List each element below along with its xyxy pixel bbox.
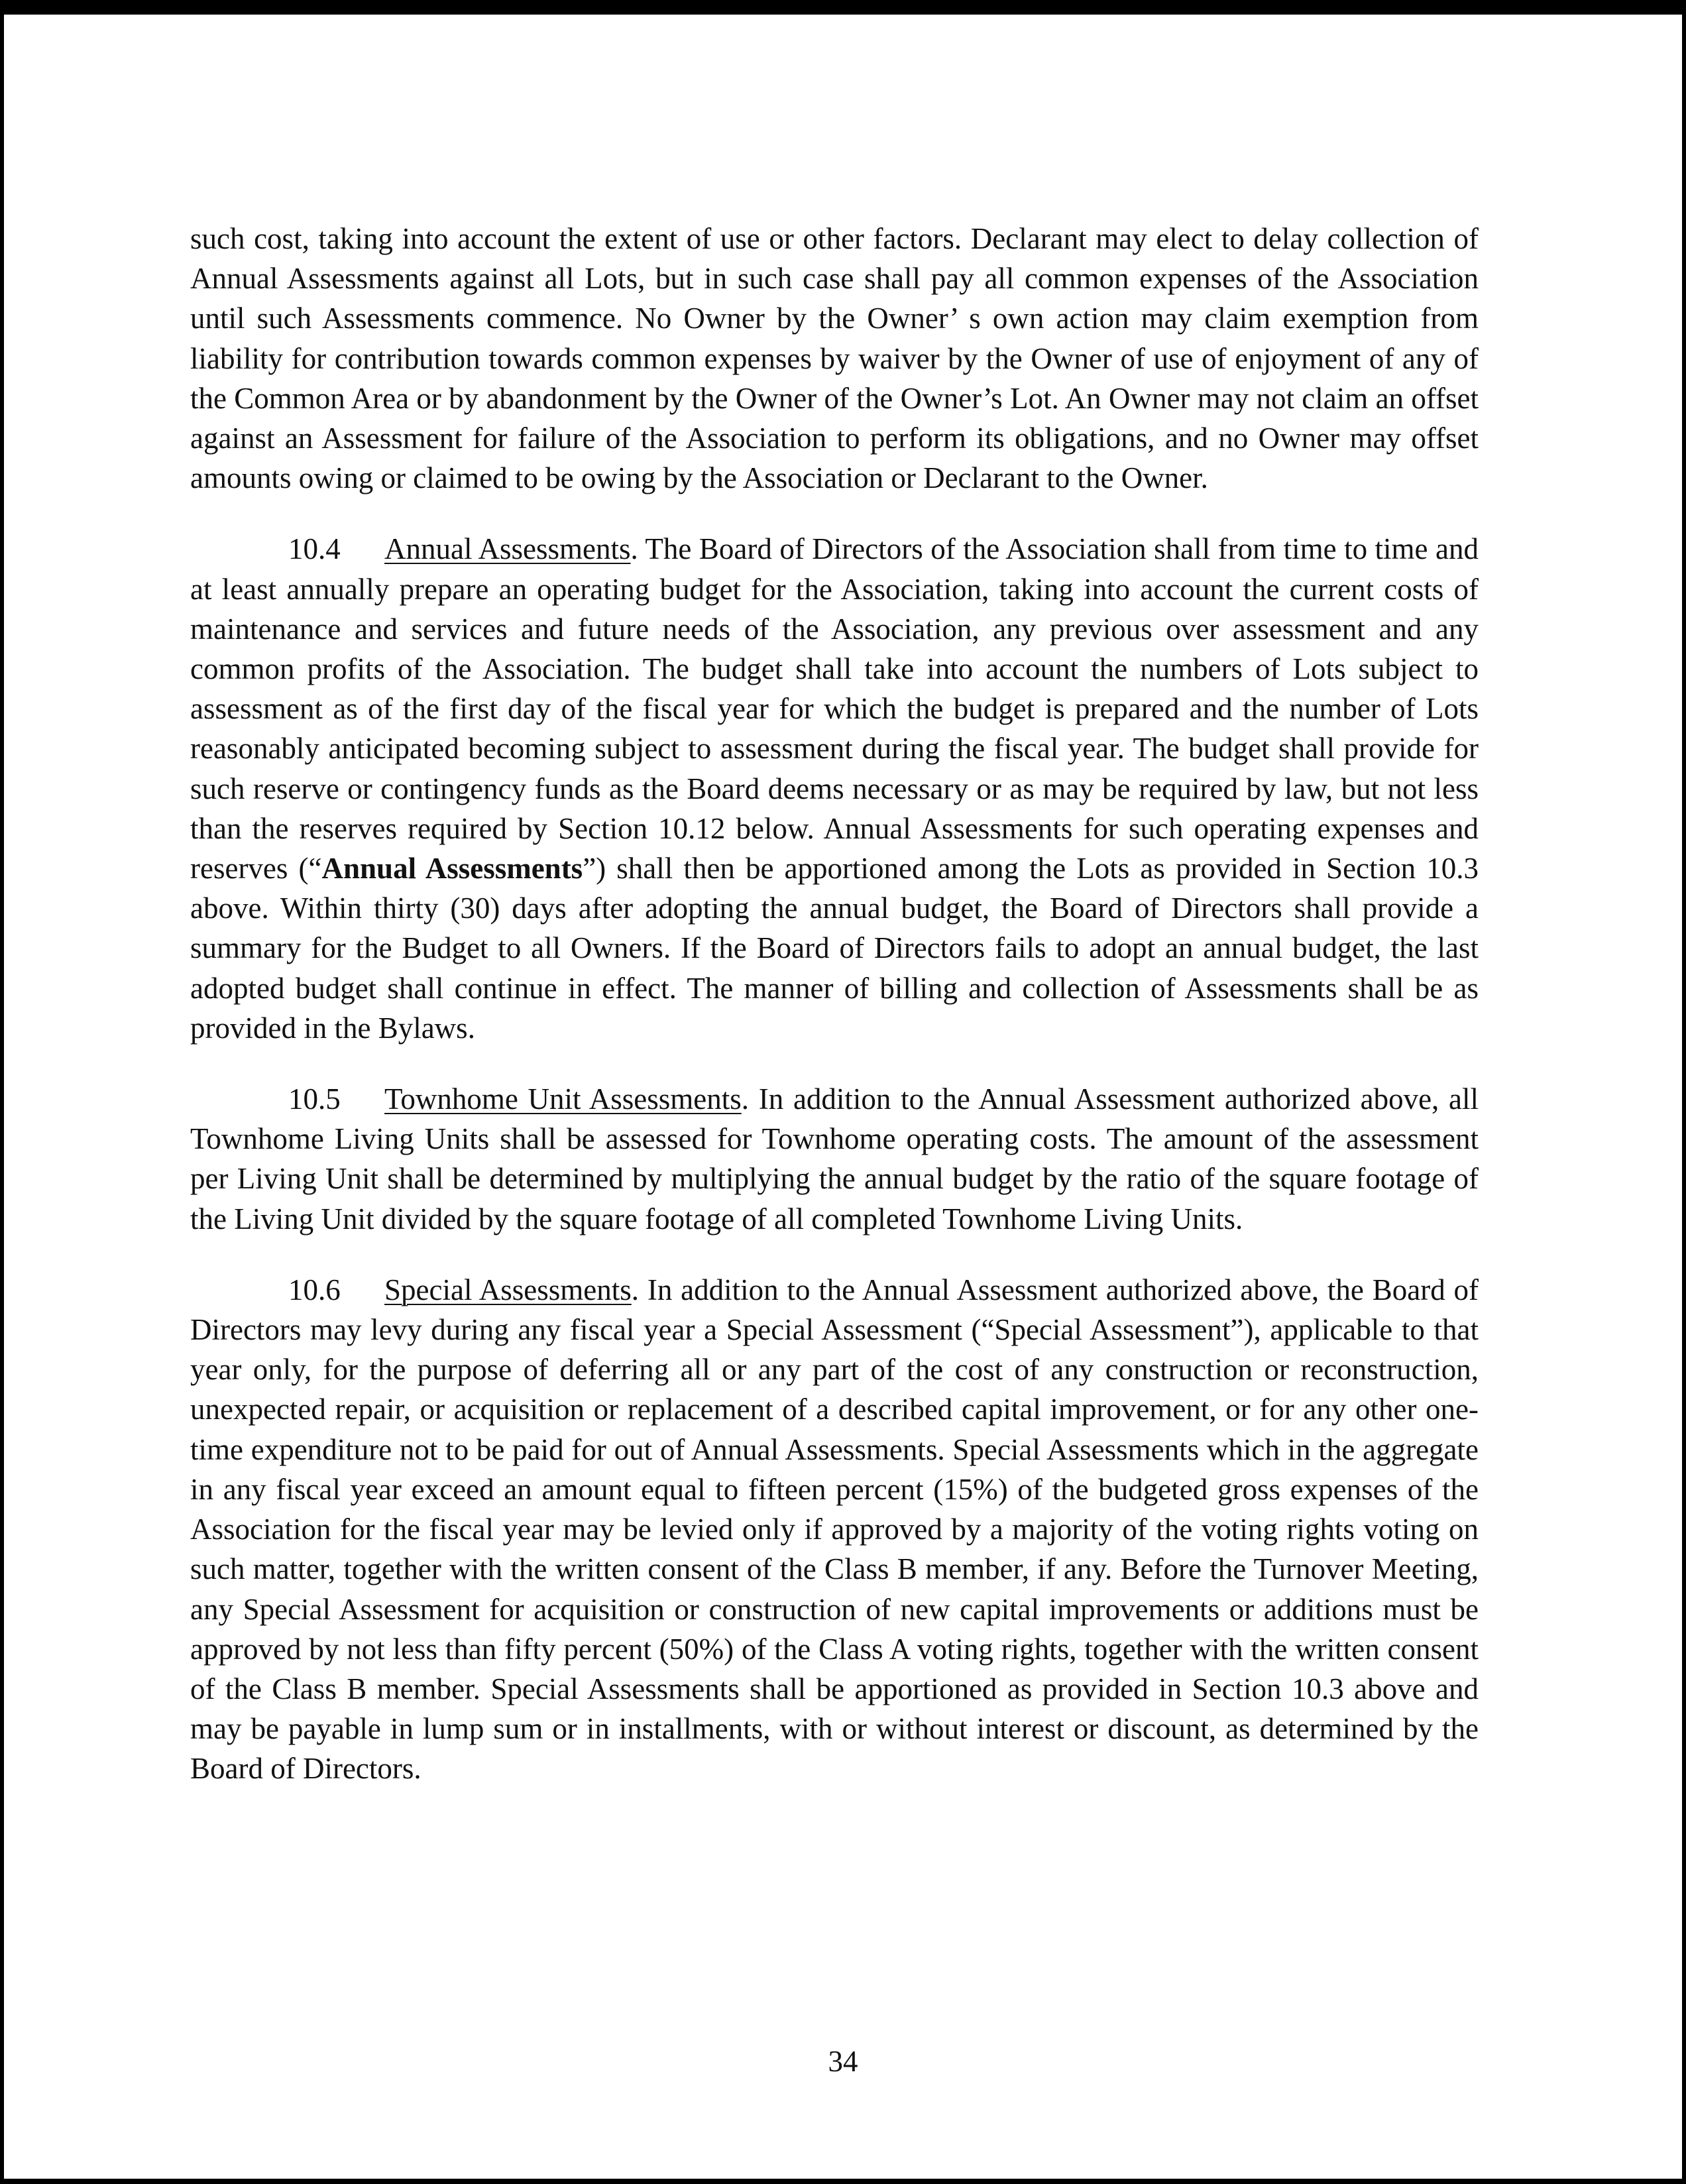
section-heading: Annual Assessments (384, 532, 631, 566)
section-10-6-special-assessments (190, 1270, 1479, 1789)
section-text: . In addition to the Annual Assessment authorized above, all Townhome Living Units shall be assessed for Townhome operating costs. The amount of the assessment per Living Unit shall be determined by multiplying the annual budget by the ratio of the square footage of the Living Unit divided by the square footage of all completed Townhome Living Units. (190, 1082, 1479, 1236)
section-10-5-townhome-unit-assessments (190, 1079, 1479, 1239)
scan-border-bottom (0, 2179, 1686, 2184)
section-text-continued: ”) shall then be apportioned among the Lots as provided in Section 10.3 above. Within thirty (30) days after adopting the annual budget, the Board of Directors shall provide a summary for the Budget to all Owners. If the Board of Directors fails to adopt an annual budget, the last adopted budget shall continue in effect. The manner of billing and collection of Assessments shall be as provided in the Bylaws. (190, 852, 1479, 1045)
section-10-4-annual-assessments (190, 529, 1479, 1048)
section-number: 10.5 (288, 1082, 341, 1116)
document-body (190, 219, 1479, 1789)
section-heading: Special Assessments (384, 1273, 632, 1306)
defined-term: Annual Assessments (321, 852, 583, 886)
section-text: . The Board of Directors of the Association shall from time to time and at least annually prepare an operating budget for the Association, taking into account the current costs of maintenance and services and future needs of the Association, any previous over assessment and any common profits of the Association. The budget shall take into account the numbers of Lots subject to assessment as of the first day of the fiscal year for which the budget is prepared and the number of Lots reasonably anticipated becoming subject to assessment during the fiscal year. The budget shall provide for such reserve or contingency funds as the Board deems necessary or as may be required by law, but not less than the reserves required by Section 10.12 below. Annual Assessments for such operating expenses and reserves (“ (190, 532, 1479, 886)
paragraph-text: such cost, taking into account the extent of use or other factors. Declarant may elect to delay collection of Annual Assessments against all Lots, but in such case shall pay all common expenses of the Association until such Assessments commence. No Owner by the Owner’ s own action may claim exemption from liability for contribution towards common expenses by waiver by the Owner of use of enjoyment of any of the Common Area or by abandonment by the Owner of the Owner’s Lot. An Owner may not claim an offset against an Assessment for failure of the Association to perform its obligations, and no Owner may offset amounts owing or claimed to be owing by the Association or Declarant to the Owner. (190, 222, 1479, 495)
paragraph-continuation (190, 219, 1479, 498)
section-text: . In addition to the Annual Assessment authorized above, the Board of Directors may levy during any fiscal year a Special Assessment (“Special Assessment”), applicable to that year only, for the purpose of deferring all or any part of the cost of any construction or reconstruction, unexpected repair, or acquisition or replacement of a described capital improvement, or for any other one-time expenditure not to be paid for out of Annual Assessments. Special Assessments which in the aggregate in any fiscal year exceed an amount equal to fifteen percent (15%) of the budgeted gross expenses of the Association for the fiscal year may be levied only if approved by a majority of the voting rights voting on such matter, together with the written consent of the Class B member, if any. Before the Turnover Meeting, any Special Assessment for acquisition or construction of new capital improvements or additions must be approved by not less than fifty percent (50%) of the Class A voting rights, together with the written consent of the Class B member. Special Assessments shall be apportioned as provided in Section 10.3 above and may be payable in lump sum or in installments, with or without interest or discount, as determined by the Board of Directors. (190, 1273, 1479, 1786)
page-number: 34 (828, 2045, 858, 2078)
section-number: 10.6 (288, 1273, 341, 1306)
section-number: 10.4 (288, 532, 341, 566)
scan-border-right (1682, 0, 1686, 2184)
scan-border-top (0, 0, 1686, 15)
section-heading: Townhome Unit Assessments (384, 1082, 742, 1116)
scan-border-left (0, 0, 4, 2184)
